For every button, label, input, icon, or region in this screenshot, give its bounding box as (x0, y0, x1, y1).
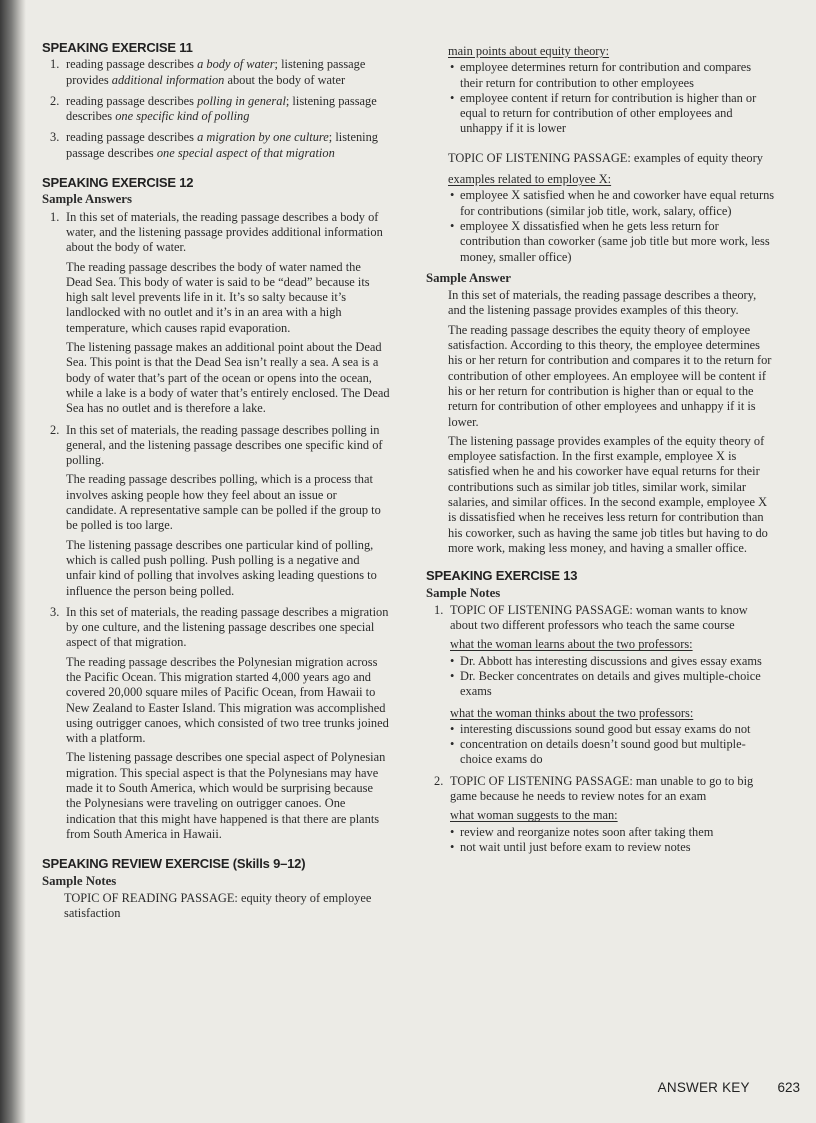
list-item: • not wait until just before exam to review notes (424, 840, 776, 855)
paragraph: The reading passage describes the Polynesian migration across the Pacific Ocean. This migration started 4,000 years ago and covered 20,000 square miles of Pacific Ocean, from Hawaii to New Zealand to Easter Island. This migration was accomplished using outrigger canoes, which consisted of two tree trunks joined with a platform. (66, 654, 389, 746)
sample-answer-body (424, 288, 776, 556)
exercise-13-item-1: 1. TOPIC OF LISTENING PASSAGE: woman wants to know about two different professors who teach the same course what the woman learns about the two professors: • Dr. Abbott has interesting discussions and gives essay exams • Dr. Becker concentrates on details and gives multiple-choice exams what the woman thinks about the two professors: • interesting discussions sound good but essay exams do not • concentration on details doesn’t sound good but multiple-choice exams do (424, 603, 776, 768)
paragraph: The listening passage describes one special aspect of Polynesian migration. This special aspect is that the Polynesians may have made it to South America, which would be surprising because the Polynesians were traveling on outrigger canoes. One indication that this might have happened is that there are plants from South America in Hawaii. (66, 750, 386, 841)
listening-topic: TOPIC OF LISTENING PASSAGE: man unable to go to big game because he needs to review notes for an exam (450, 773, 754, 804)
exercise-13-subheading: Sample Notes (426, 585, 501, 600)
exercise-13-item-2: 2. TOPIC OF LISTENING PASSAGE: man unable to go to big game because he needs to review notes for an exam what woman suggests to the man: • review and reorganize notes soon after taking them • not wait until just before exam to review notes (424, 774, 776, 855)
notes-list (424, 825, 776, 856)
paragraph: In this set of materials, the reading passage describes a body of water, and the listening passage provides additional information about the body of water. (66, 209, 383, 255)
main-points-list (424, 60, 776, 136)
paragraph: The reading passage describes the body of water named the Dead Sea. This body of water is said to be “dead” because its high salt level prevents life in it. It’s so salty because it’s landlocked with no outlet and it’s in an area with a high temperature, which causes rapid evaporation. (66, 259, 370, 335)
notes-list (424, 654, 776, 700)
list-item: • employee determines return for contribution and compares their return for contribution to other employees (424, 60, 776, 91)
notes-heading: what the woman learns about the two professors: (450, 637, 693, 652)
paragraph: In this set of materials, the reading passage describes a theory, and the listening passage provides examples of this theory. (448, 288, 757, 318)
exercise-11-item-1: 1. reading passage describes a body of water; listening passage provides additional information about the body of water (50, 57, 366, 87)
left-column (40, 40, 390, 927)
exercise-11-item-3: 3. reading passage describes a migration by one culture; listening passage describes one special aspect of that migration (50, 130, 378, 160)
page-edge-shadow (0, 0, 26, 1123)
notes-list (424, 722, 776, 768)
sample-answer-heading: Sample Answer (426, 270, 511, 285)
footer-label: ANSWER KEY (657, 1080, 750, 1095)
list-item: • review and reorganize notes soon after taking them (424, 825, 776, 840)
list-item: • employee content if return for contribution is higher than or equal to return for contribution of other employees and unhappy if it is lower (424, 91, 776, 137)
list-item: • concentration on details doesn’t sound good but multiple-choice exams do (424, 737, 776, 768)
examples-list (424, 188, 776, 264)
list-item: • Dr. Becker concentrates on details and gives multiple-choice exams (424, 669, 776, 700)
exercise-11-item-2: 2. reading passage describes polling in general; listening passage describes one specific kind of polling (50, 93, 377, 124)
exercise-12-heading: SPEAKING EXERCISE 12 (42, 175, 194, 191)
list-item: • employee X satisfied when he and coworker have equal returns for contributions (similar job title, work, salary, office) (424, 188, 776, 219)
exercise-13-heading: SPEAKING EXERCISE 13 (426, 568, 578, 584)
review-exercise-subheading: Sample Notes (42, 873, 117, 888)
paragraph: The listening passage describes one particular kind of polling, which is called push polling. Push polling is a negative and unfair kind of polling that involves asking leading questions to influence the person being polled. (66, 537, 377, 598)
list-item: • interesting discussions sound good but essay exams do not (424, 722, 776, 737)
notes-heading: what the woman thinks about the two professors: (450, 705, 694, 720)
list-item: • Dr. Abbott has interesting discussions and gives essay exams (424, 654, 776, 669)
exercise-13-list (424, 603, 776, 855)
exercise-11-heading: SPEAKING EXERCISE 11 (42, 40, 193, 55)
exercise-12-subheading: Sample Answers (42, 192, 132, 207)
review-exercise-heading: SPEAKING REVIEW EXERCISE (Skills 9–12) (42, 856, 306, 872)
right-column (424, 44, 776, 861)
page-number: 623 (777, 1080, 800, 1095)
paragraph: The reading passage describes the equity theory of employee satisfaction. According to this theory, the employee determines his or her return for contribution and compares it to the return for contribution of other employees. An employee will be content if his or her return for contribution is higher than or equal to the return for contribution of other employees and unhappy if it is lower. (448, 322, 772, 429)
paragraph: The listening passage provides examples of the equity theory of employee satisfaction. In the first example, employee X is satisfied when he and his coworker have equal returns for their contributions such as similar job titles, similar work, similar salaries, and similar offices. In the second example, employee X is dissatisfied when he receives less return for contribution than his coworker, such as having the same job titles but having to do more work, making less money, and having a smaller office. (448, 433, 768, 555)
exercise-12-item-1: 1. In this set of materials, the reading passage describes a body of water, and the listening passage provides additional information about the body of water. The reading passage describes the body of water named the Dead Sea. This body of water is said to be “dead” because its high salt level prevents life in it. It’s so salty because it’s landlocked with no outlet and it’s in an area with a high temperature, which causes rapid evaporation. The listening passage makes an additional point about the Dead Sea. This point is that the Dead Sea isn’t really a sea. A sea is a body of water that’s part of the ocean or opens into the ocean, while a lake is a body of water that’s entirely enclosed. The Dead Sea has no outlet and is therefore a lake. (50, 209, 390, 416)
examples-heading: examples related to employee X: (448, 172, 612, 187)
exercise-11-list (40, 57, 390, 161)
listening-topic: TOPIC OF LISTENING PASSAGE: woman wants to know about two different professors who teach the same course (450, 602, 748, 633)
notes-heading: what woman suggests to the man: (450, 808, 618, 823)
main-points-heading: main points about equity theory: (448, 44, 610, 58)
paragraph: The listening passage makes an additional point about the Dead Sea. This point is that the Dead Sea isn’t really a sea. A sea is a body of water that’s part of the ocean or opens into the ocean, while a lake is a body of water that’s entirely enclosed. The Dead Sea has no outlet and is therefore a lake. (66, 340, 390, 416)
exercise-12-list (40, 210, 390, 843)
exercise-12-item-3: 3. In this set of materials, the reading passage describes a migration by one culture, and the listening passage describes one special aspect of that migration. The reading passage describes the Polynesian migration across the Pacific Ocean. This migration started 4,000 years ago and covered 20,000 square miles of Pacific Ocean, from Hawaii to New Zealand to Easter Island. This migration was accomplished using outrigger canoes, which consisted of two tree trunks joined with a platform. The listening passage describes one special aspect of Polynesian migration. This special aspect is that the Polynesians may have made it to South America, which would be surprising because the Polynesians were traveling on outrigger canoes. One indication that this might have happened is that there are plants from South America in Hawaii. (50, 604, 389, 841)
paragraph: In this set of materials, the reading passage describes polling in general, and the listening passage describes one specific kind of polling. (66, 422, 383, 468)
exercise-12-item-2: 2. In this set of materials, the reading passage describes polling in general, and the listening passage describes one specific kind of polling. The reading passage describes polling, which is a process that involves asking people how they feel about an issue or candidate. A representative sample can be polled if the group to be polled is too large. The listening passage describes one particular kind of polling, which is called push polling. Push polling is a negative and unfair kind of polling that involves asking leading questions to influence the person being polled. (40, 423, 390, 599)
listening-topic: TOPIC OF LISTENING PASSAGE: examples of equity theory (448, 150, 763, 165)
list-item: • employee X dissatisfied when he gets less return for contribution than coworker (same job title but more work, less money, smaller office) (424, 219, 776, 265)
paragraph: In this set of materials, the reading passage describes a migration by one culture, and the listening passage describes one special aspect of that migration. (66, 604, 389, 650)
paragraph: The reading passage describes polling, which is a process that involves asking people how they feel about an issue or candidate. A representative sample can be polled if the group to be polled is too large. (66, 472, 381, 533)
reading-topic: TOPIC OF READING PASSAGE: equity theory of employee satisfaction (64, 890, 372, 921)
page-footer (600, 1080, 800, 1095)
